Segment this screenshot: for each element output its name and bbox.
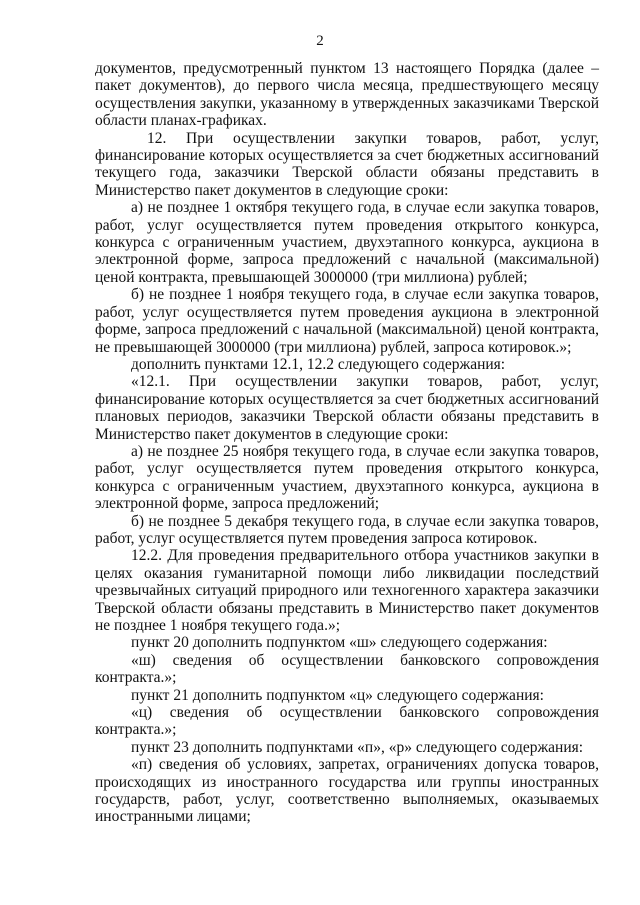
document-body xyxy=(95,60,599,826)
paragraph-point-21: пункт 21 дополнить подпунктом «ц» следующего содержания: xyxy=(131,686,544,704)
paragraph-point-20: пункт 20 дополнить подпунктом «ш» следующего содержания: xyxy=(131,634,548,652)
paragraph-subpoint-sh: «ш) сведения об осуществлении банковского сопровождения контракта.»; xyxy=(95,651,599,687)
paragraph-subpoint-p: «п) сведения об условиях, запретах, ограничениях допуска товаров, происходящих из иностранного государства или группы иностранных государств, работ, услуг, соответственно выполняемых, оказываемых иностранными лицами; xyxy=(95,756,599,826)
paragraph-add-12-1-12-2: дополнить пунктами 12.1, 12.2 следующего содержания: xyxy=(131,355,506,373)
paragraph-12-1: «12.1. При осуществлении закупки товаров, работ, услуг, финансирование которых осуществляется за счет бюджетных ассигнований плановых периодов, заказчики Тверской области обязаны представить в Министерство пакет документов в следующие сроки: xyxy=(95,373,599,443)
paragraph-12-a: а) не позднее 1 октября текущего года, в случае если закупка товаров, работ, услуг осуществляется путем проведения открытого конкурса, конкурса с ограниченным участием, двухэтапного конкурса, аукциона в электронной форме, запроса предложений с начальной (максимальной) ценой контракта, превышающей 3000000 (три миллиона) рублей; xyxy=(95,199,599,286)
paragraph-12-b: б) не позднее 1 ноября текущего года, в случае если закупка товаров, работ, услуг осуществляется путем проведения аукциона в электронной форме, запроса предложений с начальной (максимальной) ценой контракта, не превышающей 3000000 (три миллиона) рублей, запроса котировок.»; xyxy=(95,286,599,356)
page-number: 2 xyxy=(316,33,324,49)
paragraph-subpoint-ts: «ц) сведения об осуществлении банковского сопровождения контракта.»; xyxy=(95,704,599,739)
paragraph-continuation: документов, предусмотренный пунктом 13 настоящего Порядка (далее – пакет документов), до первого числа месяца, предшествующего месяцу осуществления закупки, указанному в утвержденных заказчиками Тверской области планах-графиках. xyxy=(95,60,599,130)
paragraph-12-1-b: б) не позднее 5 декабря текущего года, в случае если закупка товаров, работ, услуг осуществляется путем проведения запроса котировок. xyxy=(95,512,599,547)
paragraph-12-1-a: а) не позднее 25 ноября текущего года, в случае если закупка товаров, работ, услуг осуществляется путем проведения открытого конкурса, конкурса с ограниченным участием, двухэтапного конкурса, аукциона в электронной форме, запроса предложений; xyxy=(95,442,599,513)
paragraph-12-2: 12.2. Для проведения предварительного отбора участников закупки в целях оказания гуманитарной помощи либо ликвидации последствий чрезвычайных ситуаций природного или техногенного характера заказчики Тверской области обязаны представить в Министерство пакет документов не позднее 1 ноября текущего года.»; xyxy=(95,547,599,634)
paragraph-point-23: пункт 23 дополнить подпунктами «п», «р» следующего содержания: xyxy=(131,738,584,756)
paragraph-12: 12. При осуществлении закупки товаров, работ, услуг, финансирование которых осуществляется за счет бюджетных ассигнований текущего года, заказчики Тверской области обязаны представить в Министерство пакет документов в следующие сроки: xyxy=(95,129,599,199)
